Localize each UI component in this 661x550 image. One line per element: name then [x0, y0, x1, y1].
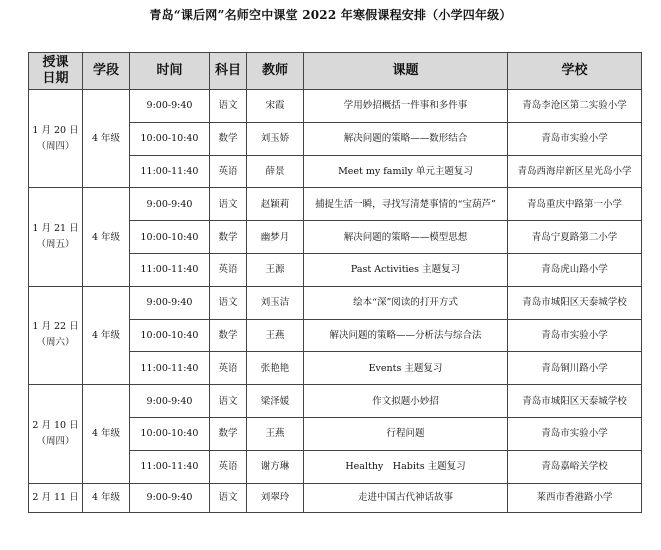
subject-cell: 英语 — [210, 253, 247, 286]
page-title: 青岛“课后网”名师空中课堂 2022 年寒假课程安排（小学四年级） — [149, 8, 512, 22]
topic-cell: 走进中国古代神话故事 — [304, 483, 508, 512]
date-cell: 2 月 11 日 — [29, 483, 83, 512]
subject-cell: 数学 — [210, 417, 247, 450]
subject-cell: 数学 — [210, 122, 247, 155]
table-row — [29, 90, 642, 123]
date-cell: 1 月 22 日 （周六） — [29, 286, 83, 384]
subject-cell: 英语 — [210, 352, 247, 385]
school-cell: 青岛虎山路小学 — [508, 253, 642, 286]
table-row — [29, 286, 642, 319]
topic-cell: 作文拟题小妙招 — [304, 385, 508, 418]
time-cell: 11:00-11:40 — [130, 253, 210, 286]
topic-cell: 行程问题 — [304, 417, 508, 450]
teacher-cell: 王燕 — [247, 319, 304, 352]
subject-cell: 英语 — [210, 155, 247, 188]
school-cell: 青岛市实验小学 — [508, 417, 642, 450]
topic-cell: Past Activities 主题复习 — [304, 253, 508, 286]
time-cell: 10:00-10:40 — [130, 221, 210, 254]
subject-cell: 语文 — [210, 385, 247, 418]
teacher-cell: 刘玉娇 — [247, 122, 304, 155]
subject-cell: 数学 — [210, 319, 247, 352]
header-topic: 课题 — [304, 53, 508, 90]
school-cell: 青岛市城阳区天泰城学校 — [508, 385, 642, 418]
teacher-cell: 幽梦月 — [247, 221, 304, 254]
table-row — [29, 385, 642, 418]
header-date: 授课 日期 — [29, 53, 83, 90]
school-cell: 青岛铜川路小学 — [508, 352, 642, 385]
school-cell: 青岛西海岸新区星光岛小学 — [508, 155, 642, 188]
school-cell: 青岛市城阳区天泰城学校 — [508, 286, 642, 319]
subject-cell: 语文 — [210, 483, 247, 512]
date-cell: 1 月 20 日 （周四） — [29, 90, 83, 188]
teacher-cell: 薛景 — [247, 155, 304, 188]
teacher-cell: 王燕 — [247, 417, 304, 450]
teacher-cell: 宋霞 — [247, 90, 304, 123]
subject-cell: 语文 — [210, 90, 247, 123]
header-school: 学校 — [508, 53, 642, 90]
topic-cell: Events 主题复习 — [304, 352, 508, 385]
time-cell: 9:00-9:40 — [130, 90, 210, 123]
date-cell: 2 月 10 日 （周四） — [29, 385, 83, 483]
school-cell: 青岛市实验小学 — [508, 319, 642, 352]
teacher-cell: 刘翠玲 — [247, 483, 304, 512]
teacher-cell: 张艳艳 — [247, 352, 304, 385]
subject-cell: 语文 — [210, 188, 247, 221]
school-cell: 青岛李沧区第二实验小学 — [508, 90, 642, 123]
school-cell: 莱西市香港路小学 — [508, 483, 642, 512]
table-row — [29, 483, 642, 512]
grade-cell: 4 年级 — [83, 90, 130, 188]
school-cell: 青岛市实验小学 — [508, 122, 642, 155]
time-cell: 9:00-9:40 — [130, 286, 210, 319]
teacher-cell: 谢方琳 — [247, 450, 304, 483]
teacher-cell: 梁泽媛 — [247, 385, 304, 418]
topic-cell: 解决问题的策略——模型思想 — [304, 221, 508, 254]
grade-cell: 4 年级 — [83, 483, 130, 512]
school-cell: 青岛重庆中路第一小学 — [508, 188, 642, 221]
school-cell: 青岛宁夏路第二小学 — [508, 221, 642, 254]
time-cell: 9:00-9:40 — [130, 385, 210, 418]
subject-cell: 英语 — [210, 450, 247, 483]
school-cell: 青岛嘉峪关学校 — [508, 450, 642, 483]
time-cell: 10:00-10:40 — [130, 122, 210, 155]
header-teacher: 教师 — [247, 53, 304, 90]
header-row — [29, 53, 642, 90]
topic-cell: Meet my family 单元主题复习 — [304, 155, 508, 188]
grade-cell: 4 年级 — [83, 188, 130, 286]
time-cell: 11:00-11:40 — [130, 352, 210, 385]
grade-cell: 4 年级 — [83, 385, 130, 483]
teacher-cell: 赵颖莉 — [247, 188, 304, 221]
grade-cell: 4 年级 — [83, 286, 130, 384]
time-cell: 9:00-9:40 — [130, 483, 210, 512]
schedule-table — [28, 52, 642, 513]
date-cell: 1 月 21 日 （周五） — [29, 188, 83, 286]
topic-cell: 捕捉生活一瞬，寻找写清楚事情的“宝葫芦” — [304, 188, 508, 221]
time-cell: 10:00-10:40 — [130, 417, 210, 450]
subject-cell: 语文 — [210, 286, 247, 319]
topic-cell: 学用妙招概括一件事和多件事 — [304, 90, 508, 123]
subject-cell: 数学 — [210, 221, 247, 254]
topic-cell: 解决问题的策略——数形结合 — [304, 122, 508, 155]
time-cell: 11:00-11:40 — [130, 155, 210, 188]
topic-cell: 绘本“深”阅读的打开方式 — [304, 286, 508, 319]
topic-cell: 解决问题的策略——分析法与综合法 — [304, 319, 508, 352]
header-grade: 学段 — [83, 53, 130, 90]
teacher-cell: 王源 — [247, 253, 304, 286]
teacher-cell: 刘玉洁 — [247, 286, 304, 319]
time-cell: 11:00-11:40 — [130, 450, 210, 483]
time-cell: 9:00-9:40 — [130, 188, 210, 221]
time-cell: 10:00-10:40 — [130, 319, 210, 352]
header-subject: 科目 — [210, 53, 247, 90]
header-time: 时间 — [130, 53, 210, 90]
table-row — [29, 188, 642, 221]
topic-cell: Healthy Habits 主题复习 — [304, 450, 508, 483]
